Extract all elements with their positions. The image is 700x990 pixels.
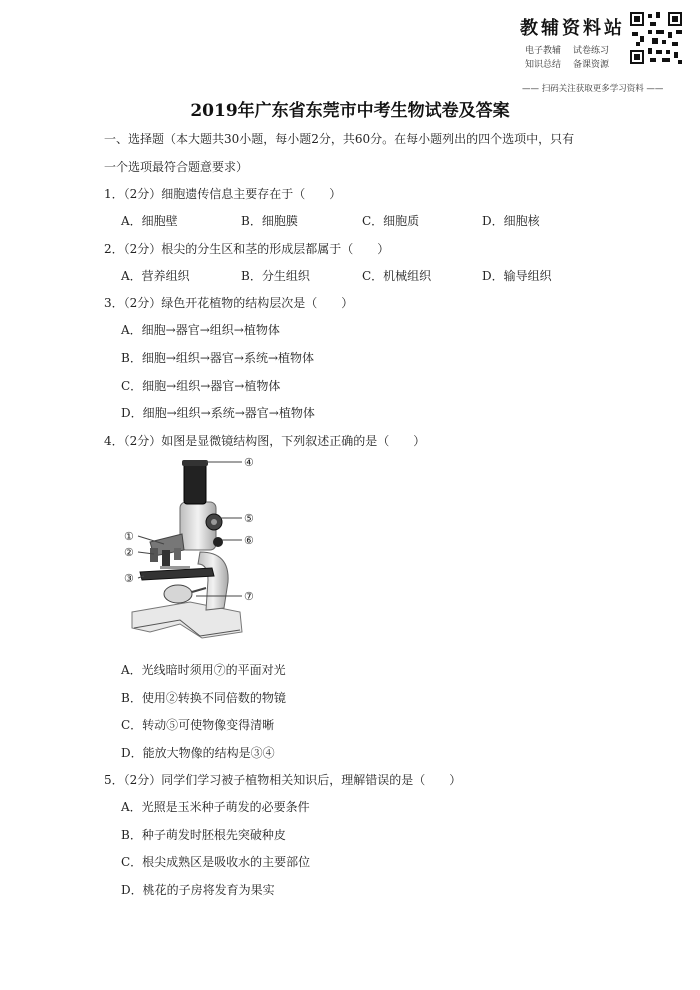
brand-name: 教辅资料站 (520, 18, 625, 39)
option-c[interactable]: C．细胞→组织→器官→植物体 (121, 379, 281, 393)
qr-code-icon (628, 10, 684, 66)
section-intro-line1: 一、选择题（本大题共30小题，每小题2分，共60分。在每小题列出的四个选项中，只有 (104, 132, 575, 146)
question-stem: 2．（2分）根尖的分生区和茎的形成层都属于（ ） (104, 242, 390, 256)
question-stem: 4．（2分）如图是显微镜结构图，下列叙述正确的是（ ） (104, 434, 426, 448)
label-3: ③ (124, 572, 134, 585)
option-c[interactable]: C．根尖成熟区是吸收水的主要部位 (121, 855, 311, 869)
label-6: ⑥ (244, 534, 254, 547)
label-4: ④ (244, 456, 254, 469)
link-summary[interactable]: 知识总结 (525, 60, 562, 70)
label-7: ⑦ (244, 590, 254, 603)
option-a[interactable]: A．光照是玉米种子萌发的必要条件 (121, 800, 310, 814)
question-stem: 5．（2分）同学们学习被子植物相关知识后，理解错误的是（ ） (104, 773, 462, 787)
option-b[interactable]: B．种子萌发时胚根先突破种皮 (121, 828, 286, 842)
option-d[interactable]: D．桃花的子房将发育为果实 (121, 883, 275, 897)
tagline: —— 扫码关注获取更多学习资料 —— (522, 84, 664, 94)
link-electronic[interactable]: 电子教辅 (525, 46, 562, 56)
page-title: 2019年广东省东莞市中考生物试卷及答案 (190, 101, 510, 121)
option-b[interactable]: B．分生组织 (241, 269, 310, 283)
option-c[interactable]: C．细胞质 (362, 214, 420, 228)
section-intro-line2: 一个选项最符合题意要求） (104, 160, 249, 174)
option-d[interactable]: D．输导组织 (482, 269, 552, 283)
label-2: ② (124, 546, 134, 559)
label-5: ⑤ (244, 512, 254, 525)
option-b[interactable]: B．使用②转换不同倍数的物镜 (121, 691, 286, 705)
option-a[interactable]: A．细胞→器官→组织→植物体 (121, 323, 280, 337)
option-d[interactable]: D．能放大物像的结构是③④ (121, 746, 275, 760)
option-d[interactable]: D．细胞核 (482, 214, 540, 228)
question-stem: 3．（2分）绿色开花植物的结构层次是（ ） (104, 296, 354, 310)
option-c[interactable]: C．转动⑤可使物像变得清晰 (121, 718, 275, 732)
option-a[interactable]: A．光线暗时须用⑦的平面对光 (121, 663, 286, 677)
microscope-figure (120, 452, 270, 642)
header-links (525, 44, 625, 72)
option-a[interactable]: A．细胞壁 (121, 214, 178, 228)
option-b[interactable]: B．细胞→组织→器官→系统→植物体 (121, 351, 315, 365)
option-d[interactable]: D．细胞→组织→系统→器官→植物体 (121, 406, 315, 420)
link-resources[interactable]: 备课资源 (573, 60, 610, 70)
option-a[interactable]: A．营养组织 (121, 269, 190, 283)
question-stem: 1．（2分）细胞遗传信息主要存在于（ ） (104, 187, 342, 201)
link-exercises[interactable]: 试卷练习 (573, 46, 610, 56)
option-b[interactable]: B．细胞膜 (241, 214, 298, 228)
label-1: ① (124, 530, 134, 543)
option-c[interactable]: C．机械组织 (362, 269, 432, 283)
